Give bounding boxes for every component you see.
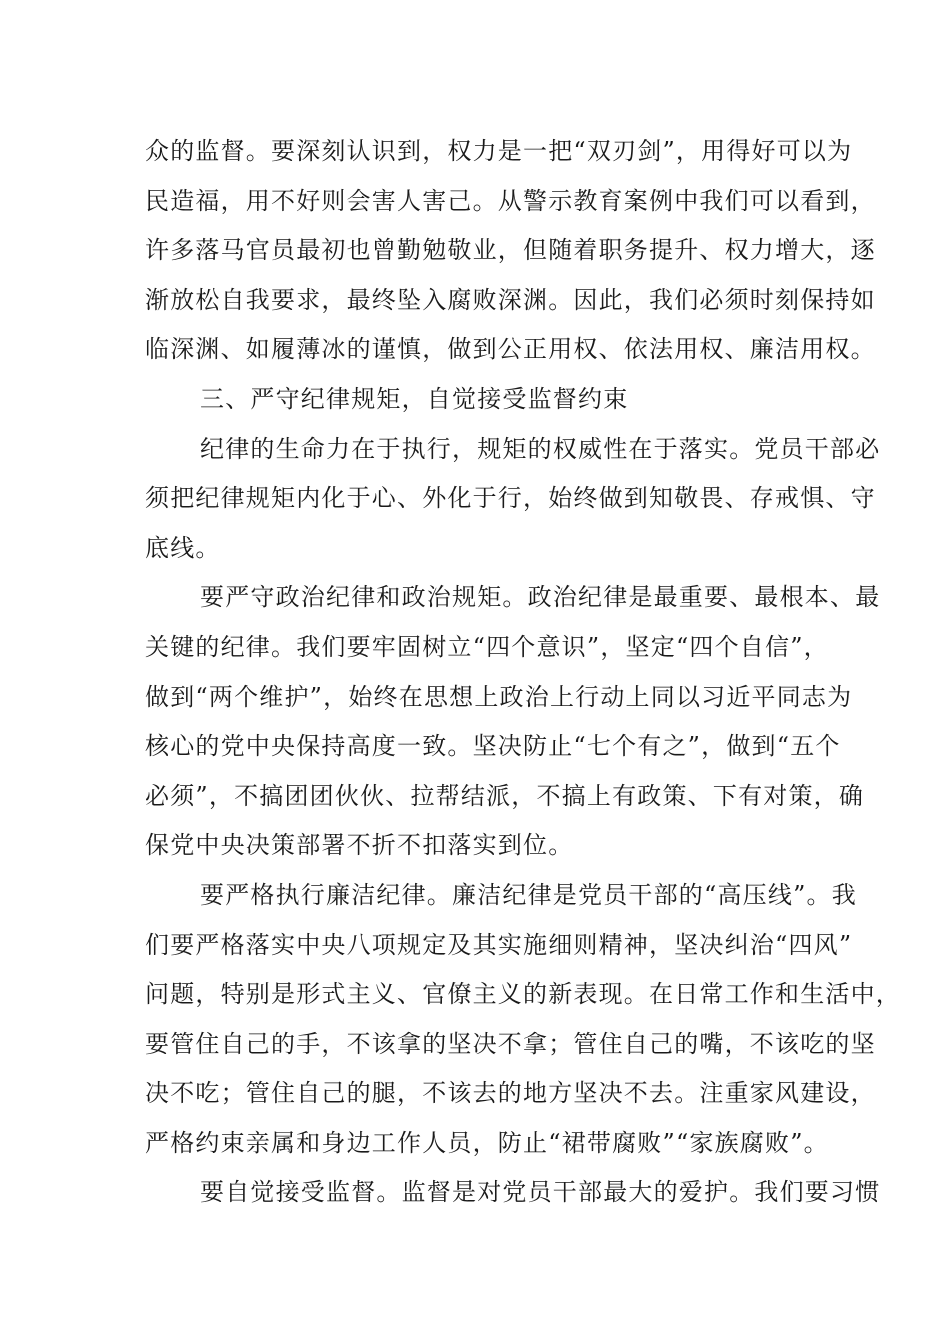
document-body: [145, 127, 901, 1218]
text-line: 底线。: [145, 533, 221, 562]
text-line: 做到“两个维护”，始终在思想上政治上行动上同以习近平同志为: [145, 682, 853, 711]
text-line: 必须”，不搞团团伙伙、拉帮结派，不搞上有政策、下有对策，确: [145, 781, 865, 810]
text-line: 民造福，用不好则会害人害己。从警示教育案例中我们可以看到，: [145, 186, 876, 215]
text-line: 渐放松自我要求，最终坠入腐败深渊。因此，我们必须时刻保持如: [145, 285, 876, 314]
text-line: 许多落马官员最初也曾勤勉敬业，但随着职务提升、权力增大，逐: [145, 236, 876, 265]
text-line: 决不吃；管住自己的腿，不该去的地方坚决不去。注重家风建设，: [145, 1079, 876, 1108]
section-heading: 三、严守纪律规矩，自觉接受监督约束: [200, 384, 629, 413]
text-line: 严格约束亲属和身边工作人员，防止“裙带腐败”“家族腐败”。: [145, 1128, 829, 1157]
text-line: 要自觉接受监督。监督是对党员干部最大的爱护。我们要习惯: [200, 1178, 881, 1207]
text-line: 问题，特别是形式主义、官僚主义的新表现。在日常工作和生活中，: [145, 980, 901, 1009]
text-line: 要管住自己的手，不该拿的坚决不拿；管住自己的嘴，不该吃的坚: [145, 1029, 876, 1058]
text-line: 要严守政治纪律和政治规矩。政治纪律是最重要、最根本、最: [200, 583, 881, 612]
text-line: 要严格执行廉洁纪律。廉洁纪律是党员干部的“高压线”。我: [200, 880, 857, 909]
text-line: 们要严格落实中央八项规定及其实施细则精神，坚决纠治“四风”: [145, 930, 853, 959]
text-line: 纪律的生命力在于执行，规矩的权威性在于落实。党员干部必: [200, 434, 881, 463]
text-line: 众的监督。要深刻认识到，权力是一把“双刃剑”，用得好可以为: [145, 137, 853, 165]
text-line: 关键的纪律。我们要牢固树立“四个意识”，坚定“四个自信”，: [145, 632, 829, 661]
text-line: 临深渊、如履薄冰的谨慎，做到公正用权、依法用权、廉洁用权。: [145, 335, 876, 364]
text-line: 保党中央决策部署不折不扣落实到位。: [145, 831, 574, 860]
text-line: 须把纪律规矩内化于心、外化于行，始终做到知敬畏、存戒惧、守: [145, 484, 876, 513]
text-line: 核心的党中央保持高度一致。坚决防止“七个有之”，做到“五个: [145, 732, 841, 761]
